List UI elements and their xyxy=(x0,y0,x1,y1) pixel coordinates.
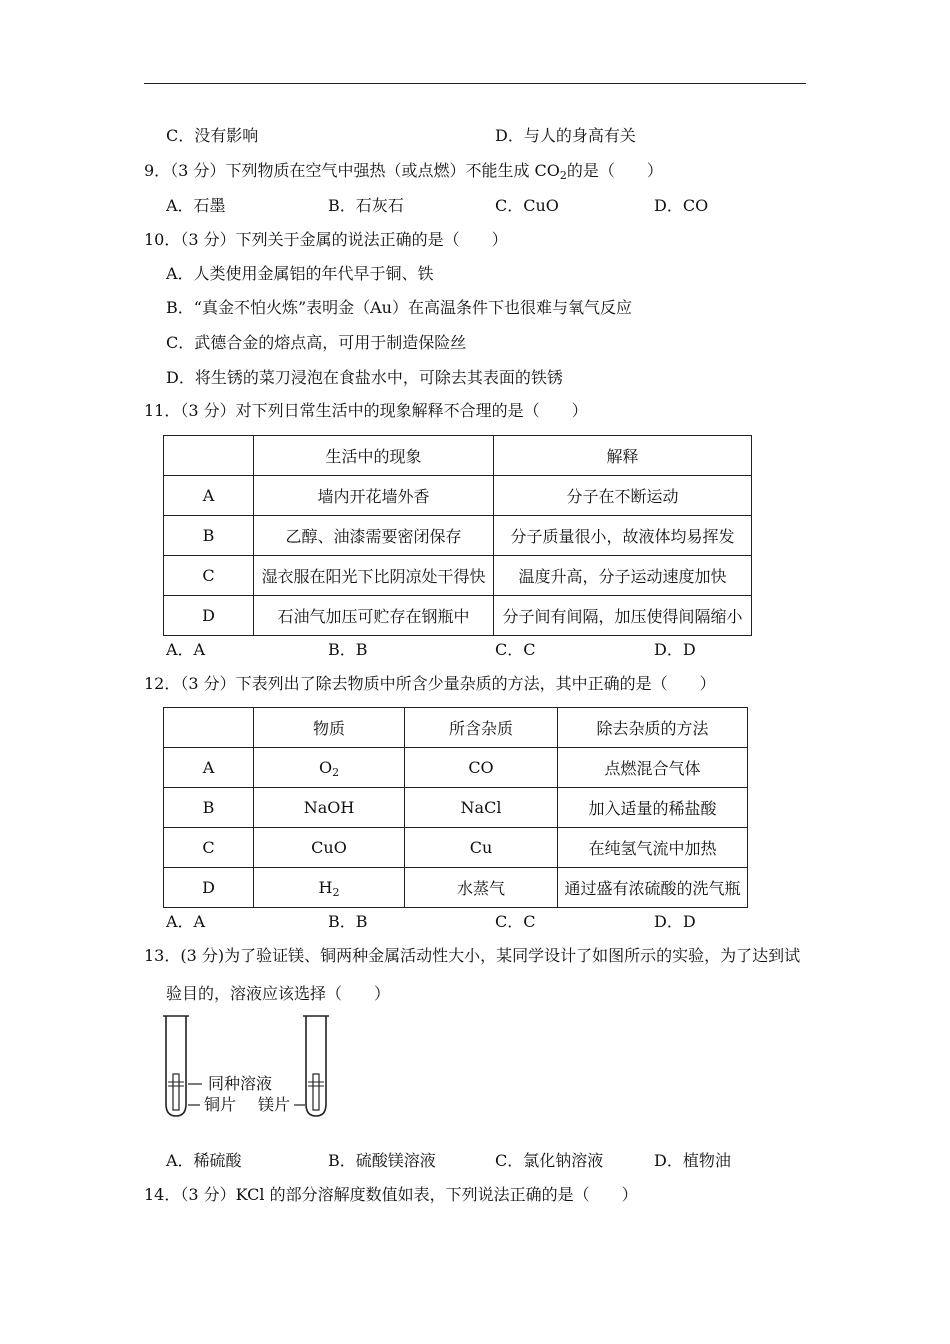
q9-stem: 9．（3 分）下列物质在空气中强热（或点燃）不能生成 $CO_2$的是（ ） xyxy=(144,161,663,182)
q11-option-c[interactable]: C．C xyxy=(495,640,536,659)
table-row xyxy=(164,868,748,908)
table-cell: A xyxy=(164,748,254,788)
q13-option-b[interactable]: B．硫酸镁溶液 xyxy=(328,1151,436,1170)
q8-option-d[interactable]: D．与人的身高有关 xyxy=(495,126,636,145)
q12-option-b[interactable]: B．B xyxy=(328,912,368,931)
table-cell: 湿衣服在阳光下比阴凉处干得快 xyxy=(254,556,494,596)
table-row xyxy=(164,516,752,556)
q10-option-a[interactable]: A．人类使用金属铝的年代早于铜、铁 xyxy=(166,264,434,283)
table-row xyxy=(164,556,752,596)
label-copper: 铜片 xyxy=(204,1095,237,1114)
q13-option-d[interactable]: D．植物油 xyxy=(654,1151,731,1170)
q12-stem: 12．（3 分）下表列出了除去物质中所含少量杂质的方法，其中正确的是（ ） xyxy=(144,674,716,693)
q9-option-d[interactable]: D．CO xyxy=(654,196,709,215)
table-cell: 在纯氢气流中加热 xyxy=(558,828,748,868)
table-cell: 分子间有间隔，加压使得间隔缩小 xyxy=(494,596,752,636)
table-cell: 通过盛有浓硫酸的洗气瓶 xyxy=(558,868,748,908)
q12-table xyxy=(163,707,748,908)
label-solution: 同种溶液 xyxy=(208,1074,273,1093)
table-cell: 分子质量很小，故液体均易挥发 xyxy=(494,516,752,556)
magnesium-strip xyxy=(313,1074,319,1110)
table-cell: 生活中的现象 xyxy=(254,436,494,476)
table-row xyxy=(164,828,748,868)
copper-strip xyxy=(173,1074,179,1110)
table-row xyxy=(164,788,748,828)
left-test-tube xyxy=(163,1016,189,1116)
table-header-row xyxy=(164,708,748,748)
table-row xyxy=(164,596,752,636)
q11-option-a[interactable]: A．A xyxy=(166,640,206,659)
q12-option-d[interactable]: D．D xyxy=(654,912,696,931)
table-cell: 墙内开花墙外香 xyxy=(254,476,494,516)
table-cell: 水蒸气 xyxy=(405,868,558,908)
table-cell: NaOH xyxy=(254,788,405,828)
q8-option-c[interactable]: C．没有影响 xyxy=(166,126,259,145)
q10-option-b[interactable]: B．“真金不怕火炼”表明金（Au）在高温条件下也很难与氧气反应 xyxy=(166,298,632,317)
table-cell: Cu xyxy=(405,828,558,868)
table-cell: 乙醇、油漆需要密闭保存 xyxy=(254,516,494,556)
q13-stem-line2: 验目的，溶液应该选择（ ） xyxy=(166,984,391,1003)
table-cell: 点燃混合气体 xyxy=(558,748,748,788)
table-row xyxy=(164,748,748,788)
q13-option-c[interactable]: C．氯化钠溶液 xyxy=(495,1151,604,1170)
header-rule xyxy=(144,83,806,84)
table-cell: 解释 xyxy=(494,436,752,476)
table-cell xyxy=(164,436,254,476)
table-cell: A xyxy=(164,476,254,516)
table-header-row xyxy=(164,436,752,476)
right-test-tube xyxy=(303,1016,329,1116)
q11-option-b[interactable]: B．B xyxy=(328,640,368,659)
table-cell: B xyxy=(164,516,254,556)
q9-option-a[interactable]: A．石墨 xyxy=(166,196,226,215)
q12-option-a[interactable]: A．A xyxy=(166,912,206,931)
table-cell: 所含杂质 xyxy=(405,708,558,748)
table-cell: C xyxy=(164,828,254,868)
q14-stem: 14．（3 分）KCl 的部分溶解度数值如表，下列说法正确的是（ ） xyxy=(144,1185,638,1204)
table-cell: B xyxy=(164,788,254,828)
test-tube-figure xyxy=(160,1014,335,1122)
table-cell: 加入适量的稀盐酸 xyxy=(558,788,748,828)
table-cell: $O_2$ xyxy=(254,748,405,788)
table-cell: 除去杂质的方法 xyxy=(558,708,748,748)
q10-stem: 10．（3 分）下列关于金属的说法正确的是（ ） xyxy=(144,230,508,249)
table-cell xyxy=(164,708,254,748)
q9-option-b[interactable]: B．石灰石 xyxy=(328,196,404,215)
table-cell: 石油气加压可贮存在钢瓶中 xyxy=(254,596,494,636)
table-cell: CuO xyxy=(254,828,405,868)
table-cell: C xyxy=(164,556,254,596)
table-cell: D xyxy=(164,868,254,908)
q10-option-c[interactable]: C．武德合金的熔点高，可用于制造保险丝 xyxy=(166,333,467,352)
table-cell: 温度升高，分子运动速度加快 xyxy=(494,556,752,596)
q12-option-c[interactable]: C．C xyxy=(495,912,536,931)
q9-option-c[interactable]: C．CuO xyxy=(495,196,559,215)
label-magnesium: 镁片 xyxy=(258,1095,291,1114)
q13-option-a[interactable]: A．稀硫酸 xyxy=(166,1151,242,1170)
table-cell: 分子在不断运动 xyxy=(494,476,752,516)
q11-table xyxy=(163,435,752,636)
table-row xyxy=(164,476,752,516)
table-cell: NaCl xyxy=(405,788,558,828)
table-cell: CO xyxy=(405,748,558,788)
q11-option-d[interactable]: D．D xyxy=(654,640,696,659)
table-cell: $H_2$ xyxy=(254,868,405,908)
q11-stem: 11．（3 分）对下列日常生活中的现象解释不合理的是（ ） xyxy=(144,401,588,420)
table-cell: D xyxy=(164,596,254,636)
q13-stem-line1: 13．(3 分)为了验证镁、铜两种金属活动性大小，某同学设计了如图所示的实验，为了达到试 xyxy=(144,946,801,965)
q10-option-d[interactable]: D．将生锈的菜刀浸泡在食盐水中，可除去其表面的铁锈 xyxy=(166,368,563,387)
table-cell: 物质 xyxy=(254,708,405,748)
